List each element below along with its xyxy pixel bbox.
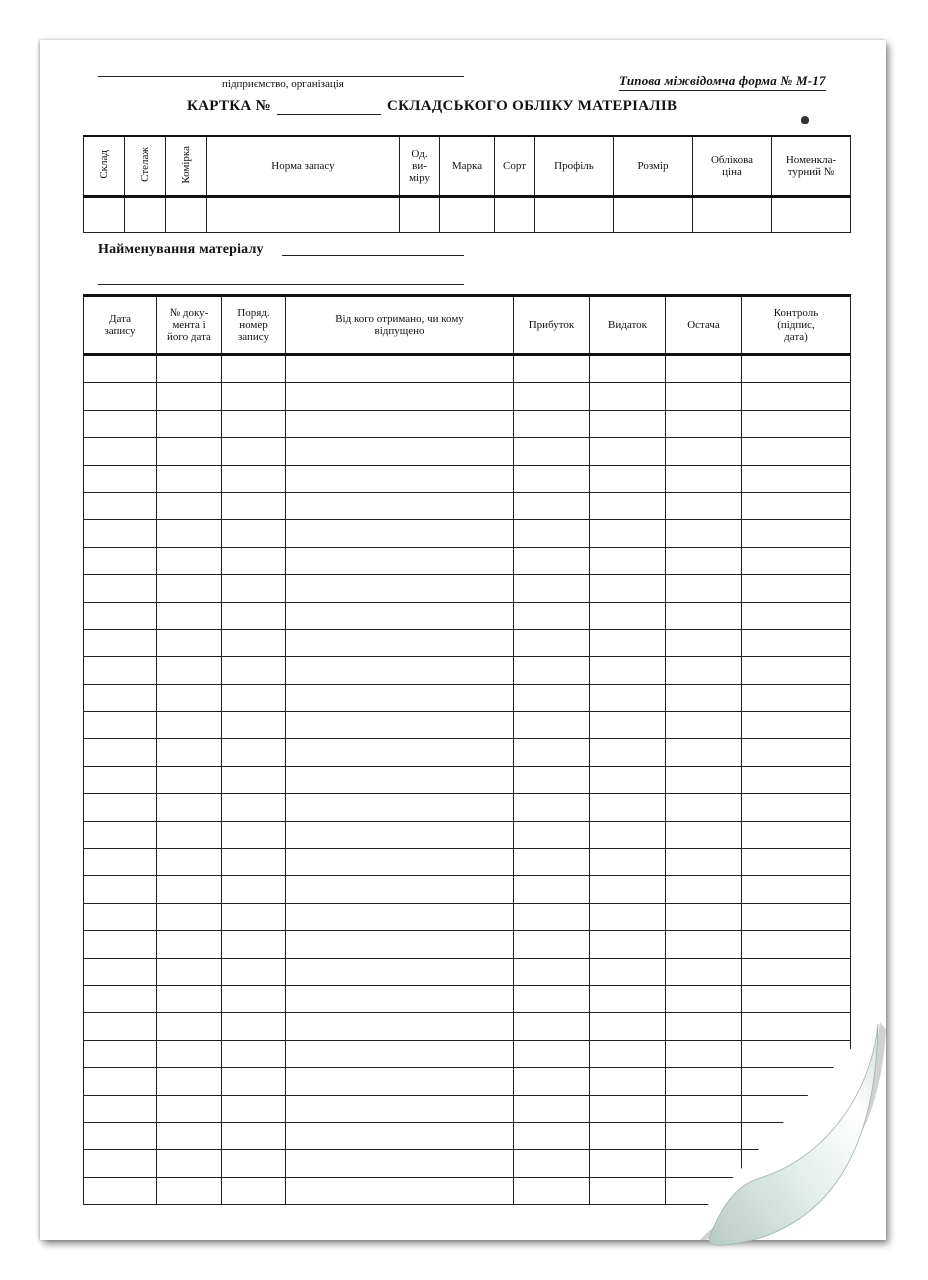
cell-vydatok[interactable] xyxy=(590,903,666,930)
cell-prybutok[interactable] xyxy=(514,602,590,629)
cell-data[interactable] xyxy=(84,821,157,848)
cell-ostacha[interactable] xyxy=(666,931,742,958)
cell-doc[interactable] xyxy=(157,794,222,821)
cell-vid[interactable] xyxy=(286,1013,514,1040)
movement-row xyxy=(84,438,851,465)
cell-doc[interactable] xyxy=(157,438,222,465)
cell-vid[interactable] xyxy=(286,1068,514,1095)
cell-vid[interactable] xyxy=(286,602,514,629)
cell-vid[interactable] xyxy=(286,903,514,930)
col-sort: Сорт xyxy=(495,136,535,197)
cell-ostacha[interactable] xyxy=(666,958,742,985)
cell-vydatok[interactable] xyxy=(590,684,666,711)
cell-kontrol[interactable] xyxy=(742,712,851,739)
cell-kontrol[interactable] xyxy=(742,355,851,383)
cell-ostacha[interactable] xyxy=(666,547,742,574)
movement-row xyxy=(84,958,851,985)
cell-prybutok[interactable] xyxy=(514,766,590,793)
movement-row xyxy=(84,492,851,519)
cell-prybutok[interactable] xyxy=(514,575,590,602)
cell-profil[interactable] xyxy=(535,197,614,233)
movement-row xyxy=(84,876,851,903)
cell-vydatok[interactable] xyxy=(590,821,666,848)
cell-poriad[interactable] xyxy=(222,602,286,629)
cell-poriad[interactable] xyxy=(222,1095,286,1122)
cell-prybutok[interactable] xyxy=(514,410,590,437)
col-nomenkl: Номенкла- турний № xyxy=(772,136,851,197)
cell-vid[interactable] xyxy=(286,849,514,876)
cell-data[interactable] xyxy=(84,849,157,876)
cell-prybutok[interactable] xyxy=(514,876,590,903)
cell-vydatok[interactable] xyxy=(590,985,666,1012)
cell-poriad[interactable] xyxy=(222,383,286,410)
movement-row xyxy=(84,629,851,656)
cell-doc[interactable] xyxy=(157,903,222,930)
cell-marka[interactable] xyxy=(440,197,495,233)
cell-data[interactable] xyxy=(84,575,157,602)
cell-doc[interactable] xyxy=(157,465,222,492)
cell-data[interactable] xyxy=(84,684,157,711)
cell-ostacha[interactable] xyxy=(666,492,742,519)
cell-poriad[interactable] xyxy=(222,931,286,958)
cell-prybutok[interactable] xyxy=(514,1040,590,1067)
col-ostacha: Остача xyxy=(666,296,742,355)
cell-data[interactable] xyxy=(84,1122,157,1149)
cell-vid[interactable] xyxy=(286,931,514,958)
cell-kontrol[interactable] xyxy=(742,602,851,629)
cell-vydatok[interactable] xyxy=(590,438,666,465)
cell-vydatok[interactable] xyxy=(590,355,666,383)
cell-prybutok[interactable] xyxy=(514,1013,590,1040)
cell-poriad[interactable] xyxy=(222,985,286,1012)
movement-row xyxy=(84,766,851,793)
cell-data[interactable] xyxy=(84,410,157,437)
cell-data[interactable] xyxy=(84,383,157,410)
material-name-label: Найменування матеріалу xyxy=(98,242,264,257)
cell-vid[interactable] xyxy=(286,492,514,519)
cell-doc[interactable] xyxy=(157,492,222,519)
cell-vid[interactable] xyxy=(286,547,514,574)
movement-row xyxy=(84,547,851,574)
cell-vid[interactable] xyxy=(286,657,514,684)
cell-data[interactable] xyxy=(84,794,157,821)
cell-vid[interactable] xyxy=(286,1177,514,1204)
card-number-field[interactable] xyxy=(277,100,381,115)
cell-vid[interactable] xyxy=(286,465,514,492)
cell-doc[interactable] xyxy=(157,410,222,437)
movement-row xyxy=(84,355,851,383)
cell-ostacha[interactable] xyxy=(666,985,742,1012)
organization-field-line[interactable] xyxy=(98,76,464,77)
movement-row xyxy=(84,985,851,1012)
cell-ostacha[interactable] xyxy=(666,602,742,629)
cell-prybutok[interactable] xyxy=(514,684,590,711)
cell-poriad[interactable] xyxy=(222,712,286,739)
cell-prybutok[interactable] xyxy=(514,1095,590,1122)
cell-doc[interactable] xyxy=(157,1122,222,1149)
cell-doc[interactable] xyxy=(157,931,222,958)
cell-kontrol[interactable] xyxy=(742,958,851,985)
cell-vid[interactable] xyxy=(286,383,514,410)
cell-poriad[interactable] xyxy=(222,355,286,383)
cell-poriad[interactable] xyxy=(222,903,286,930)
cell-kontrol[interactable] xyxy=(742,766,851,793)
col-norma: Норма запасу xyxy=(207,136,400,197)
col-sklad: Склад xyxy=(84,136,125,197)
cell-prybutok[interactable] xyxy=(514,547,590,574)
cell-doc[interactable] xyxy=(157,1068,222,1095)
col-marka: Марка xyxy=(440,136,495,197)
cell-vydatok[interactable] xyxy=(590,794,666,821)
organization-label: підприємство, організація xyxy=(222,78,344,90)
cell-kontrol[interactable] xyxy=(742,657,851,684)
cell-data[interactable] xyxy=(84,438,157,465)
cell-ostacha[interactable] xyxy=(666,355,742,383)
cell-data[interactable] xyxy=(84,355,157,383)
cell-poriad[interactable] xyxy=(222,849,286,876)
cell-rozmir[interactable] xyxy=(614,197,693,233)
movement-row xyxy=(84,602,851,629)
cell-poriad[interactable] xyxy=(222,958,286,985)
cell-ostacha[interactable] xyxy=(666,465,742,492)
cell-prybutok[interactable] xyxy=(514,794,590,821)
cell-vydatok[interactable] xyxy=(590,492,666,519)
cell-poriad[interactable] xyxy=(222,657,286,684)
cell-poriad[interactable] xyxy=(222,575,286,602)
cell-komirka[interactable] xyxy=(166,197,207,233)
cell-vid[interactable] xyxy=(286,985,514,1012)
cell-vid[interactable] xyxy=(286,438,514,465)
cell-vydatok[interactable] xyxy=(590,629,666,656)
cell-prybutok[interactable] xyxy=(514,520,590,547)
cell-doc[interactable] xyxy=(157,657,222,684)
publisher-logo xyxy=(801,116,809,124)
cell-data[interactable] xyxy=(84,1013,157,1040)
cell-vydatok[interactable] xyxy=(590,520,666,547)
cell-vydatok[interactable] xyxy=(590,849,666,876)
cell-vid[interactable] xyxy=(286,712,514,739)
cell-kontrol[interactable] xyxy=(742,794,851,821)
cell-doc[interactable] xyxy=(157,355,222,383)
cell-kontrol[interactable] xyxy=(742,876,851,903)
cell-data[interactable] xyxy=(84,629,157,656)
cell-data[interactable] xyxy=(84,520,157,547)
cell-kontrol[interactable] xyxy=(742,931,851,958)
cell-vid[interactable] xyxy=(286,876,514,903)
cell-data[interactable] xyxy=(84,712,157,739)
cell-kontrol[interactable] xyxy=(742,575,851,602)
cell-data[interactable] xyxy=(84,876,157,903)
cell-kontrol[interactable] xyxy=(742,465,851,492)
cell-ostacha[interactable] xyxy=(666,657,742,684)
cell-poriad[interactable] xyxy=(222,739,286,766)
col-data: Дата запису xyxy=(84,296,157,355)
cell-vydatok[interactable] xyxy=(590,958,666,985)
cell-vid[interactable] xyxy=(286,739,514,766)
cell-stelazh[interactable] xyxy=(125,197,166,233)
col-doc: № доку- мента і його дата xyxy=(157,296,222,355)
cell-doc[interactable] xyxy=(157,1150,222,1177)
cell-poriad[interactable] xyxy=(222,766,286,793)
cell-vid[interactable] xyxy=(286,766,514,793)
cell-data[interactable] xyxy=(84,739,157,766)
cell-data[interactable] xyxy=(84,492,157,519)
cell-ostacha[interactable] xyxy=(666,876,742,903)
cell-vid[interactable] xyxy=(286,520,514,547)
cell-kontrol[interactable] xyxy=(742,684,851,711)
movement-row xyxy=(84,712,851,739)
cell-vid[interactable] xyxy=(286,958,514,985)
cell-kontrol[interactable] xyxy=(742,629,851,656)
cell-doc[interactable] xyxy=(157,547,222,574)
cell-doc[interactable] xyxy=(157,575,222,602)
cell-kontrol[interactable] xyxy=(742,410,851,437)
cell-doc[interactable] xyxy=(157,1095,222,1122)
cell-poriad[interactable] xyxy=(222,821,286,848)
cell-prybutok[interactable] xyxy=(514,903,590,930)
cell-kontrol[interactable] xyxy=(742,520,851,547)
cell-ostacha[interactable] xyxy=(666,383,742,410)
col-poriad: Поряд. номер запису xyxy=(222,296,286,355)
cell-vydatok[interactable] xyxy=(590,931,666,958)
form-number: Типова міжвідомча форма № М-17 xyxy=(619,73,826,91)
cell-doc[interactable] xyxy=(157,602,222,629)
cell-ostacha[interactable] xyxy=(666,849,742,876)
cell-prybutok[interactable] xyxy=(514,465,590,492)
cell-poriad[interactable] xyxy=(222,1122,286,1149)
cell-ostacha[interactable] xyxy=(666,739,742,766)
movement-row xyxy=(84,520,851,547)
cell-poriad[interactable] xyxy=(222,684,286,711)
movement-row xyxy=(84,575,851,602)
page-title xyxy=(187,98,677,115)
cell-poriad[interactable] xyxy=(222,1013,286,1040)
cell-doc[interactable] xyxy=(157,958,222,985)
col-rozmir: Розмір xyxy=(614,136,693,197)
cell-prybutok[interactable] xyxy=(514,629,590,656)
cell-poriad[interactable] xyxy=(222,465,286,492)
cell-nomenkl[interactable] xyxy=(772,197,851,233)
movement-row xyxy=(84,383,851,410)
cell-data[interactable] xyxy=(84,657,157,684)
cell-poriad[interactable] xyxy=(222,410,286,437)
cell-prybutok[interactable] xyxy=(514,1177,590,1204)
cell-prybutok[interactable] xyxy=(514,657,590,684)
cell-doc[interactable] xyxy=(157,684,222,711)
cell-kontrol[interactable] xyxy=(742,849,851,876)
movement-row xyxy=(84,684,851,711)
cell-ostacha[interactable] xyxy=(666,575,742,602)
cell-ostacha[interactable] xyxy=(666,903,742,930)
cell-doc[interactable] xyxy=(157,849,222,876)
col-vydatok: Видаток xyxy=(590,296,666,355)
cell-vid[interactable] xyxy=(286,1122,514,1149)
item-details-table xyxy=(83,135,851,233)
movement-row xyxy=(84,794,851,821)
cell-kontrol[interactable] xyxy=(742,383,851,410)
cell-ostacha[interactable] xyxy=(666,629,742,656)
cell-vydatok[interactable] xyxy=(590,575,666,602)
cell-norma[interactable] xyxy=(207,197,400,233)
cell-prybutok[interactable] xyxy=(514,492,590,519)
movement-row xyxy=(84,903,851,930)
cell-vid[interactable] xyxy=(286,1040,514,1067)
cell-prybutok[interactable] xyxy=(514,712,590,739)
col-prybutok: Прибуток xyxy=(514,296,590,355)
cell-kontrol[interactable] xyxy=(742,438,851,465)
cell-vydatok[interactable] xyxy=(590,876,666,903)
cell-doc[interactable] xyxy=(157,766,222,793)
cell-sort[interactable] xyxy=(495,197,535,233)
cell-vid[interactable] xyxy=(286,355,514,383)
cell-vydatok[interactable] xyxy=(590,766,666,793)
cell-vid[interactable] xyxy=(286,410,514,437)
cell-doc[interactable] xyxy=(157,520,222,547)
cell-od[interactable] xyxy=(400,197,440,233)
cell-tsina[interactable] xyxy=(693,197,772,233)
cell-vydatok[interactable] xyxy=(590,712,666,739)
movement-row xyxy=(84,821,851,848)
cell-doc[interactable] xyxy=(157,1040,222,1067)
cell-data[interactable] xyxy=(84,1068,157,1095)
cell-vydatok[interactable] xyxy=(590,383,666,410)
cell-prybutok[interactable] xyxy=(514,739,590,766)
cell-vid[interactable] xyxy=(286,1095,514,1122)
cell-kontrol[interactable] xyxy=(742,821,851,848)
cell-vid[interactable] xyxy=(286,821,514,848)
cell-prybutok[interactable] xyxy=(514,849,590,876)
cell-vydatok[interactable] xyxy=(590,465,666,492)
cell-doc[interactable] xyxy=(157,1177,222,1204)
cell-ostacha[interactable] xyxy=(666,684,742,711)
cell-ostacha[interactable] xyxy=(666,821,742,848)
cell-data[interactable] xyxy=(84,465,157,492)
page-curl xyxy=(640,1010,928,1280)
cell-data[interactable] xyxy=(84,602,157,629)
cell-data[interactable] xyxy=(84,766,157,793)
cell-doc[interactable] xyxy=(157,383,222,410)
movement-row xyxy=(84,931,851,958)
col-vid: Від кого отримано, чи кому відпущено xyxy=(286,296,514,355)
cell-poriad[interactable] xyxy=(222,1177,286,1204)
cell-prybutok[interactable] xyxy=(514,931,590,958)
logo-icon xyxy=(801,116,809,124)
cell-vydatok[interactable] xyxy=(590,547,666,574)
cell-kontrol[interactable] xyxy=(742,903,851,930)
cell-doc[interactable] xyxy=(157,629,222,656)
cell-ostacha[interactable] xyxy=(666,794,742,821)
col-profil: Профіль xyxy=(535,136,614,197)
cell-doc[interactable] xyxy=(157,739,222,766)
cell-poriad[interactable] xyxy=(222,520,286,547)
cell-prybutok[interactable] xyxy=(514,383,590,410)
cell-ostacha[interactable] xyxy=(666,712,742,739)
cell-doc[interactable] xyxy=(157,712,222,739)
cell-vid[interactable] xyxy=(286,794,514,821)
cell-poriad[interactable] xyxy=(222,492,286,519)
movement-row xyxy=(84,849,851,876)
cell-kontrol[interactable] xyxy=(742,492,851,519)
col-od: Од. ви- міру xyxy=(400,136,440,197)
cell-prybutok[interactable] xyxy=(514,958,590,985)
cell-data[interactable] xyxy=(84,547,157,574)
cell-poriad[interactable] xyxy=(222,629,286,656)
cell-kontrol[interactable] xyxy=(742,739,851,766)
cell-prybutok[interactable] xyxy=(514,985,590,1012)
cell-ostacha[interactable] xyxy=(666,410,742,437)
cell-vid[interactable] xyxy=(286,629,514,656)
cell-doc[interactable] xyxy=(157,821,222,848)
col-komirka: Комірка xyxy=(166,136,207,197)
title-rest: СКЛАДСЬКОГО ОБЛІКУ МАТЕРІАЛІВ xyxy=(387,98,678,114)
cell-data[interactable] xyxy=(84,903,157,930)
cell-sklad[interactable] xyxy=(84,197,125,233)
cell-kontrol[interactable] xyxy=(742,547,851,574)
cell-data[interactable] xyxy=(84,1150,157,1177)
cell-poriad[interactable] xyxy=(222,794,286,821)
cell-prybutok[interactable] xyxy=(514,1068,590,1095)
cell-doc[interactable] xyxy=(157,985,222,1012)
cell-doc[interactable] xyxy=(157,876,222,903)
movement-row xyxy=(84,739,851,766)
cell-ostacha[interactable] xyxy=(666,438,742,465)
cell-prybutok[interactable] xyxy=(514,1122,590,1149)
cell-prybutok[interactable] xyxy=(514,355,590,383)
cell-ostacha[interactable] xyxy=(666,520,742,547)
cell-poriad[interactable] xyxy=(222,438,286,465)
cell-prybutok[interactable] xyxy=(514,1150,590,1177)
col-kontrol: Контроль (підпис, дата) xyxy=(742,296,851,355)
item-details-row xyxy=(84,197,851,233)
cell-prybutok[interactable] xyxy=(514,821,590,848)
cell-kontrol[interactable] xyxy=(742,985,851,1012)
title-card-label: КАРТКА № xyxy=(187,98,271,114)
cell-vydatok[interactable] xyxy=(590,602,666,629)
cell-vydatok[interactable] xyxy=(590,739,666,766)
cell-prybutok[interactable] xyxy=(514,438,590,465)
cell-vid[interactable] xyxy=(286,684,514,711)
cell-data[interactable] xyxy=(84,1095,157,1122)
col-tsina: Облікова ціна xyxy=(693,136,772,197)
cell-data[interactable] xyxy=(84,985,157,1012)
material-name-field-continued[interactable] xyxy=(98,284,464,285)
cell-poriad[interactable] xyxy=(222,1040,286,1067)
cell-ostacha[interactable] xyxy=(666,766,742,793)
cell-data[interactable] xyxy=(84,1177,157,1204)
cell-poriad[interactable] xyxy=(222,1150,286,1177)
movement-row xyxy=(84,657,851,684)
cell-data[interactable] xyxy=(84,1040,157,1067)
col-stelazh: Стелаж xyxy=(125,136,166,197)
cell-vydatok[interactable] xyxy=(590,410,666,437)
cell-data[interactable] xyxy=(84,958,157,985)
cell-poriad[interactable] xyxy=(222,1068,286,1095)
cell-data[interactable] xyxy=(84,931,157,958)
movement-row xyxy=(84,410,851,437)
cell-vid[interactable] xyxy=(286,1150,514,1177)
movement-row xyxy=(84,465,851,492)
cell-vydatok[interactable] xyxy=(590,657,666,684)
material-name-field[interactable] xyxy=(282,255,464,256)
cell-vid[interactable] xyxy=(286,575,514,602)
cell-poriad[interactable] xyxy=(222,547,286,574)
cell-poriad[interactable] xyxy=(222,876,286,903)
cell-doc[interactable] xyxy=(157,1013,222,1040)
